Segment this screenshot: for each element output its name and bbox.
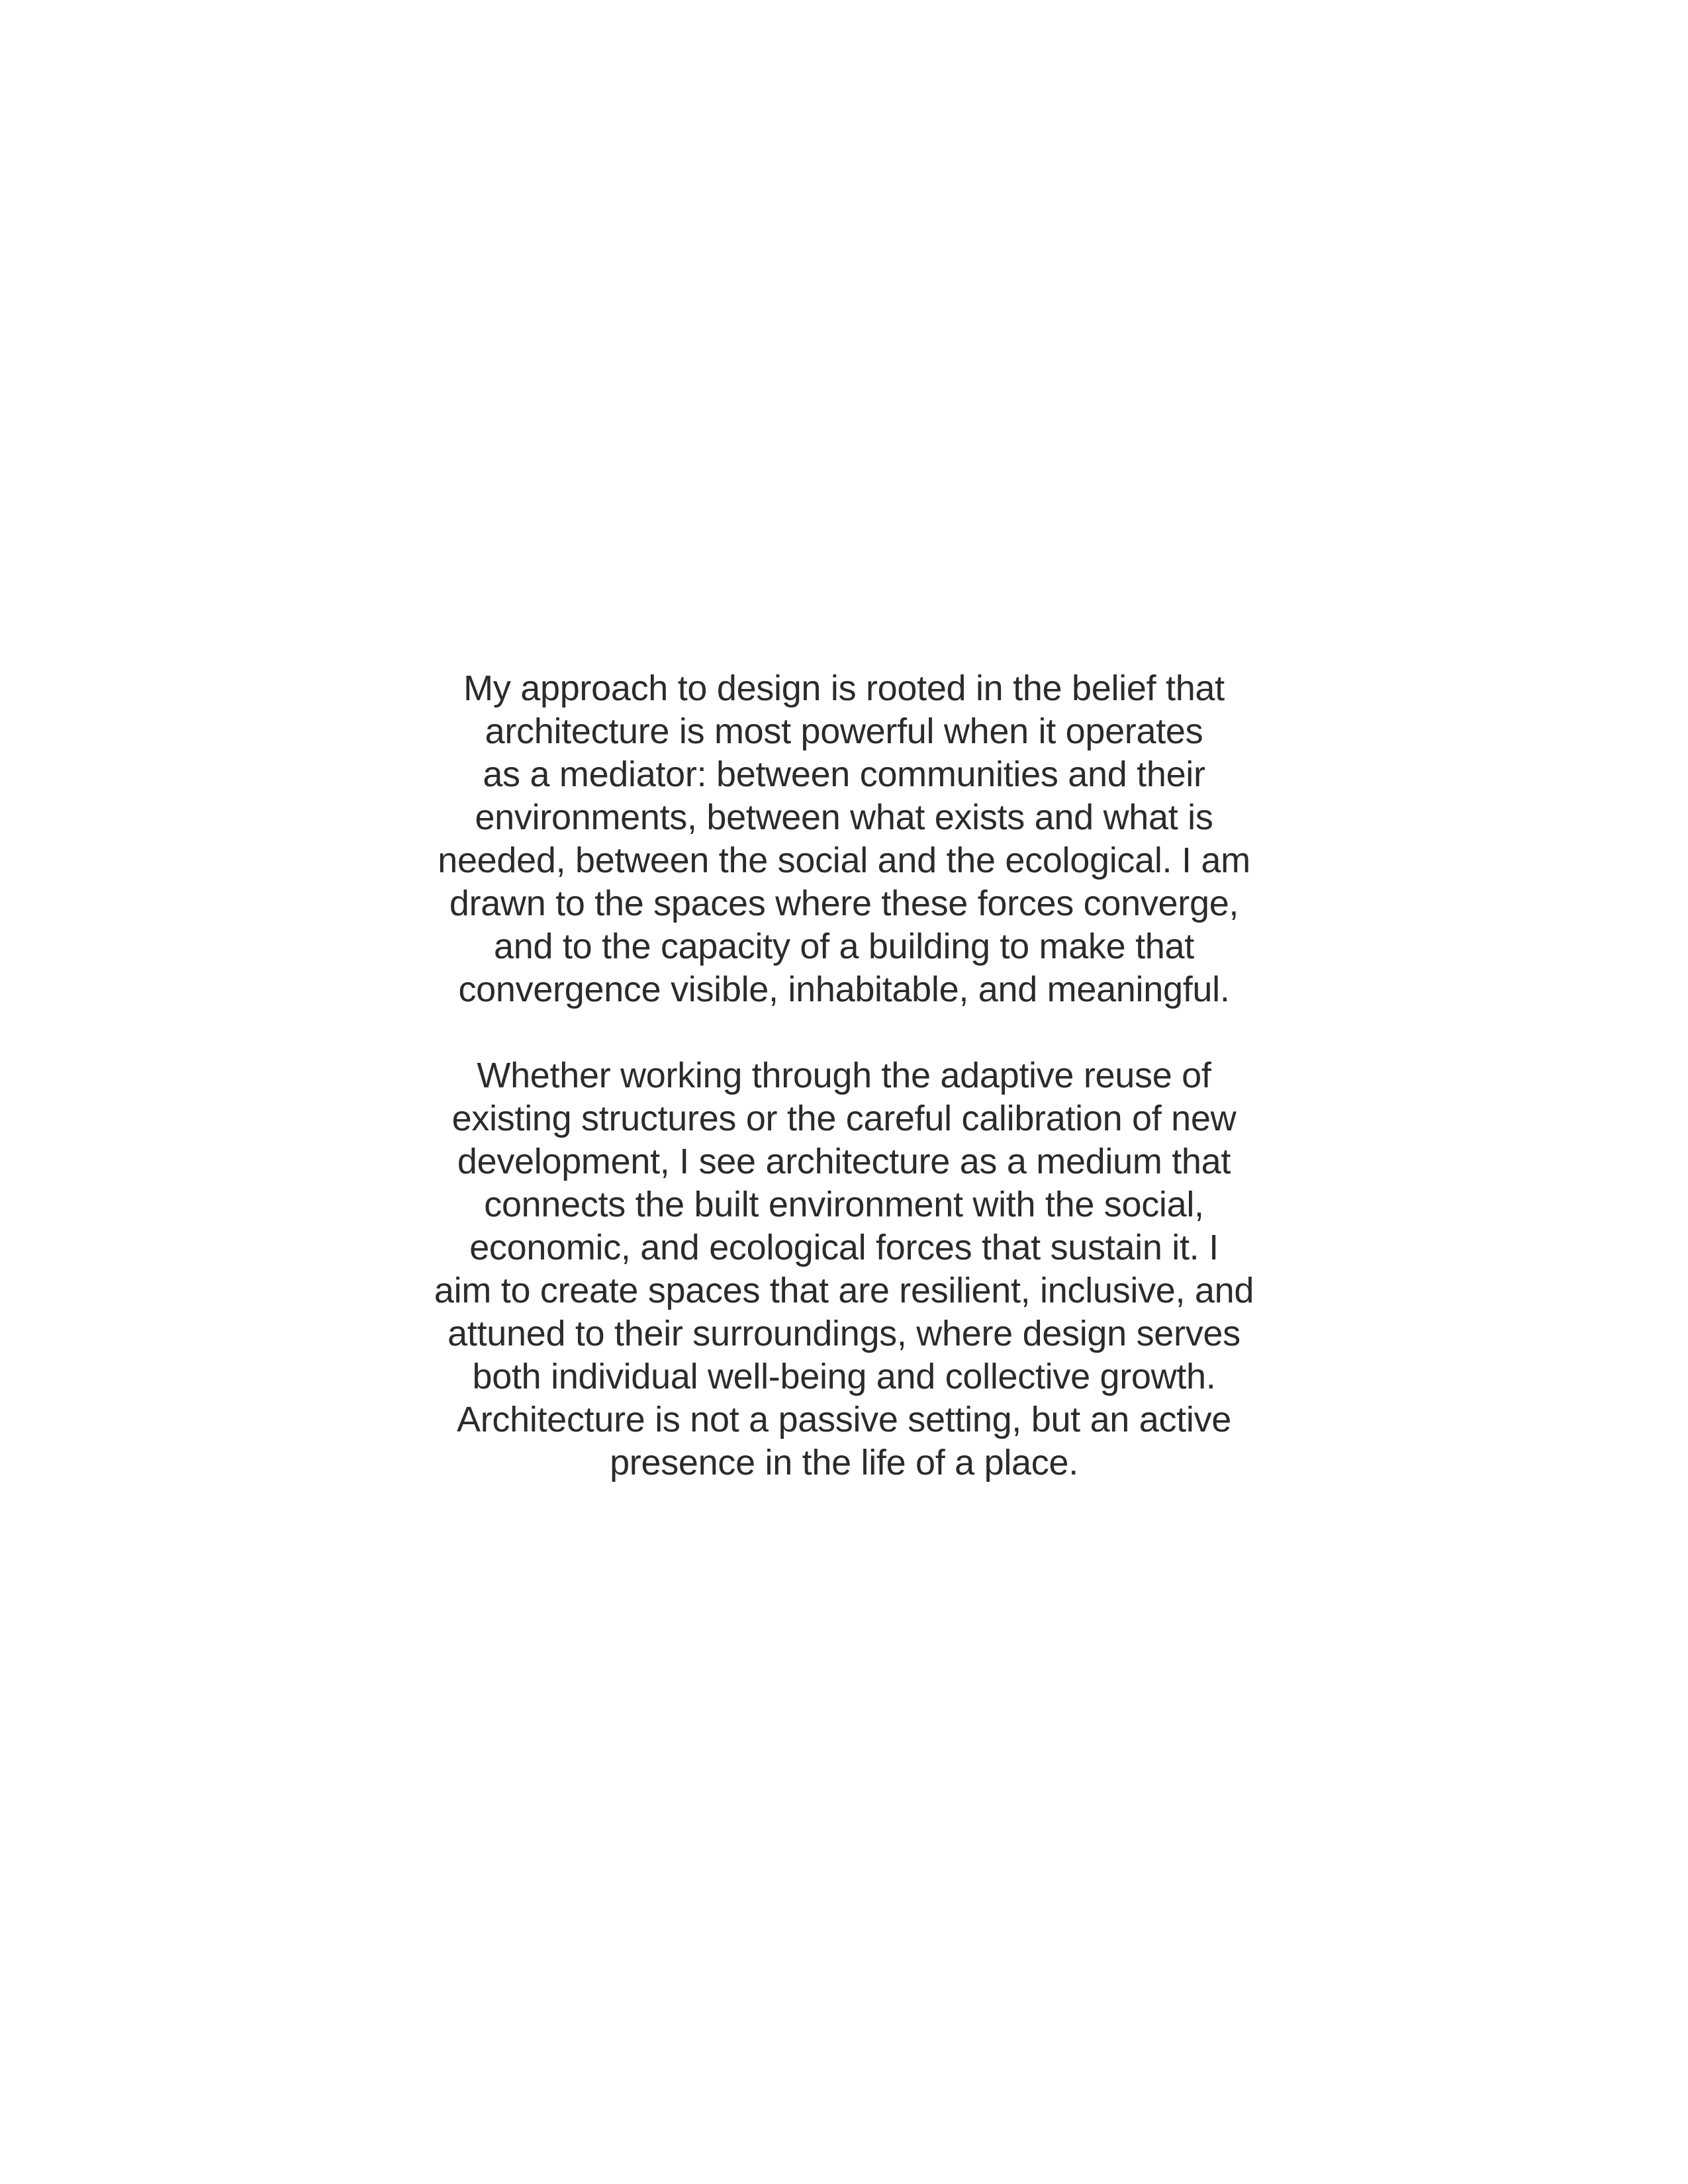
paragraph-line: Whether working through the adaptive reuse of [477,1056,1211,1095]
paragraph-line: needed, between the social and the ecological. I am [438,841,1250,880]
paragraph-line: both individual well-being and collective growth. [472,1357,1216,1396]
paragraph-line: presence in the life of a place. [610,1443,1078,1482]
paragraph-line: aim to create spaces that are resilient, inclusive, and [434,1271,1254,1310]
paragraph-line: as a mediator: between communities and their [483,754,1205,794]
design-statement [0,667,1688,1484]
paragraph-line: convergence visible, inhabitable, and meaningful. [458,970,1230,1009]
paragraph-line: Architecture is not a passive setting, but an active [456,1400,1232,1439]
paragraph-line: and to the capacity of a building to make that [494,927,1194,966]
paragraph-line: drawn to the spaces where these forces converge, [449,884,1239,923]
paragraph-line: architecture is most powerful when it operates [485,711,1203,751]
paragraph-line: economic, and ecological forces that sustain it. I [469,1228,1219,1267]
paragraph-line: My approach to design is rooted in the belief that [463,668,1225,708]
statement-paragraph-2 [0,1054,1688,1484]
paragraph-line: development, I see architecture as a medium that [457,1142,1231,1181]
paragraph-line: environments, between what exists and what is [475,797,1213,837]
paragraph-line: connects the built environment with the social, [484,1185,1204,1224]
statement-paragraph-1 [0,667,1688,1011]
paragraph-line: attuned to their surroundings, where design serves [447,1314,1241,1353]
paragraph-line: existing structures or the careful calibration of new [451,1099,1237,1138]
